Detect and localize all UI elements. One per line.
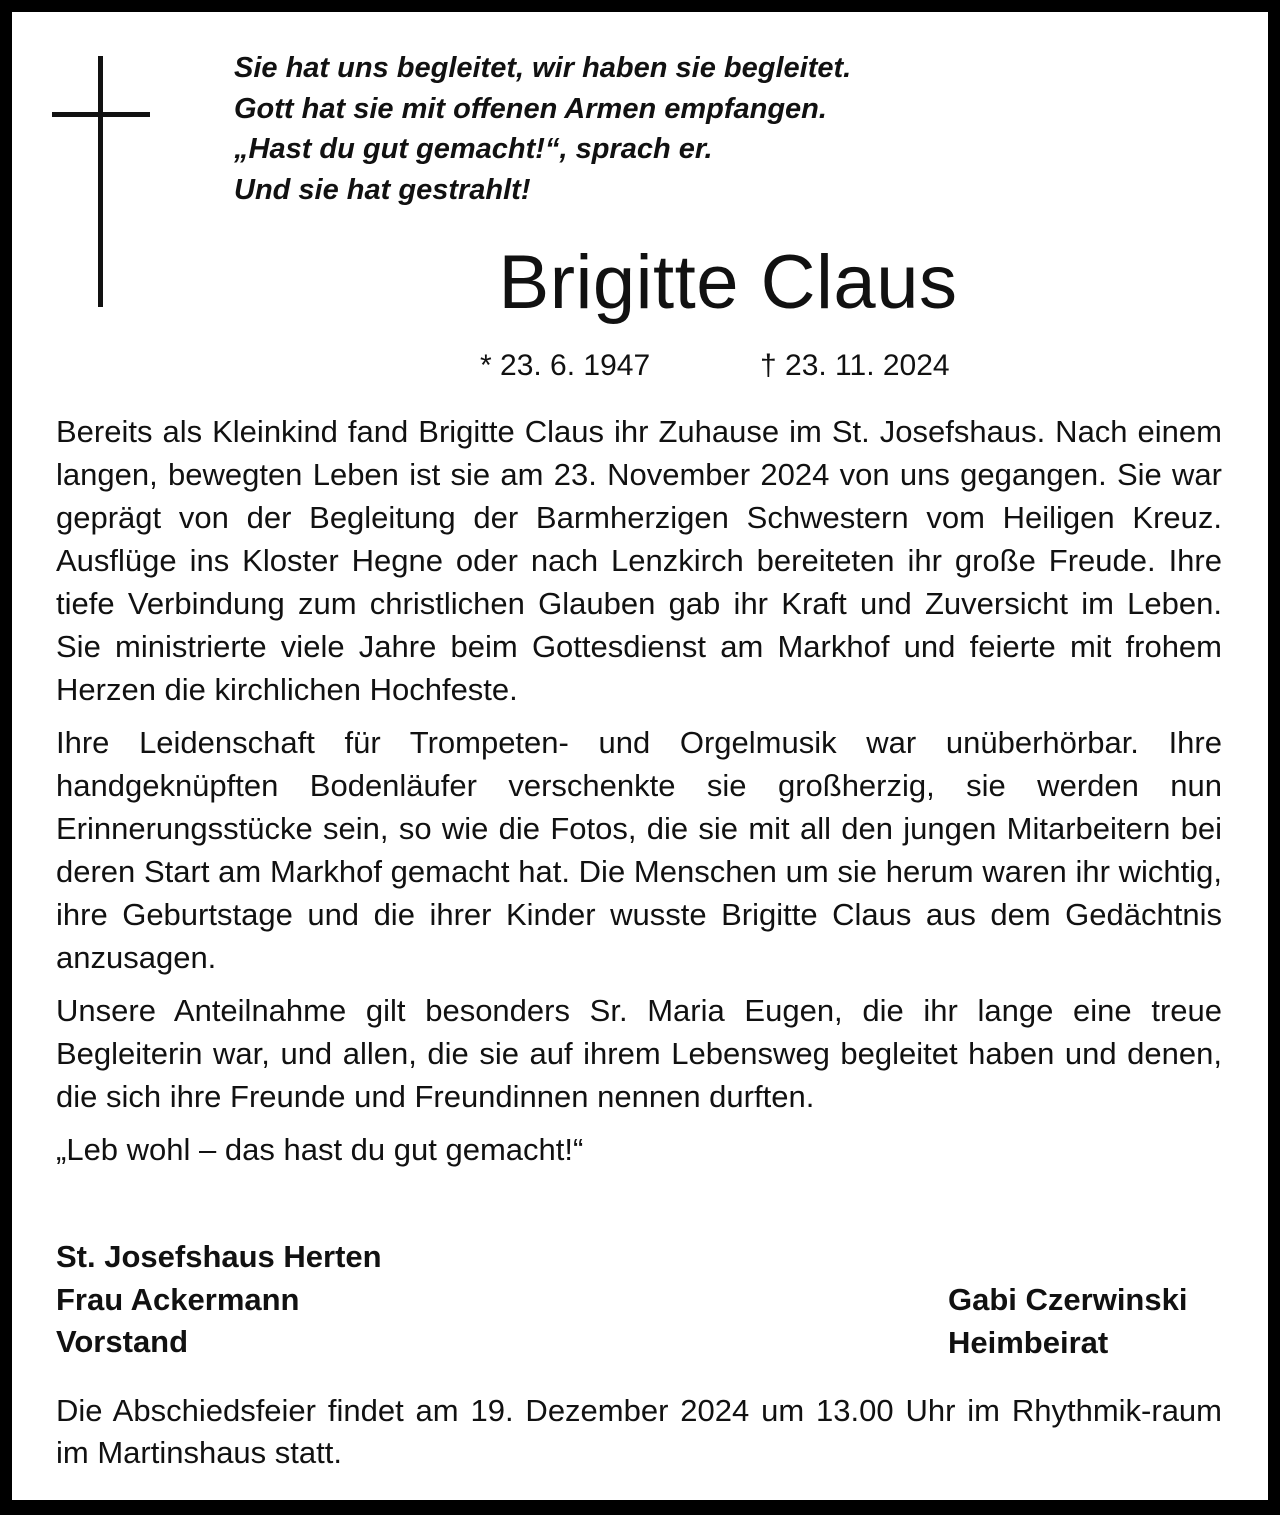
farewell-quote: „Leb wohl – das hast du gut gemacht!“ [56, 1132, 584, 1167]
ceremony-notice: Die Abschiedsfeier findet am 19. Dezember 2024 um 13.00 Uhr im Rhythmik-raum im Martinshaus statt. [56, 1393, 1222, 1470]
paragraph: Bereits als Kleinkind fand Brigitte Claus ihr Zuhause im St. Josefshaus. Nach einem langen, bewegten Leben ist sie am 23. November 2024 von uns gegangen. Sie war geprägt von der Begleitung der Barmherzigen Schwestern vom Heiligen Kreuz. Ausflüge ins Kloster Hegne oder nach Lenzkirch bereiteten ihr große Freude. Ihre tiefe Verbindung zum christlichen Glauben gab ihr Kraft und Zuversicht im Leben. Sie ministrierte viele Jahre beim Gottesdienst am Markhof und feierte mit frohem Herzen die kirchlichen Hochfeste. [56, 414, 1222, 707]
verse-line: „Hast du gut gemacht!“, sprach er. [234, 133, 713, 165]
paragraph: Ihre Leidenschaft für Trompeten- und Orgelmusik war unüberhörbar. Ihre handgeknüpften Bodenläufer verschenkte sie großherzig, sie werden nun Erinnerungsstücke sein, so wie die Fotos, die sie mit all den jungen Mitarbeitern bei deren Start am Markhof gemacht hat. Die Menschen um sie herum waren ihr wichtig, ihre Geburtstage und die ihrer Kinder wusste Brigitte Claus aus dem Gedächtnis anzusagen. [56, 725, 1222, 975]
birth-date: * 23. 6. 1947 [480, 349, 651, 382]
signature-line: St. Josefshaus Herten [56, 1239, 382, 1274]
cross-horizontal-bar [52, 112, 150, 117]
verse-line: Sie hat uns begleitet, wir haben sie begleitet. [234, 52, 852, 84]
verse-line: Und sie hat gestrahlt! [234, 173, 531, 206]
signature-left [56, 1236, 382, 1364]
signature-line: Heimbeirat [948, 1324, 1109, 1360]
obituary-card [12, 12, 1268, 1500]
signature-line: Frau Ackermann [56, 1281, 300, 1317]
signature-line: Vorstand [56, 1324, 189, 1359]
obituary-text [56, 410, 1222, 1171]
verse-line: Gott hat sie mit offenen Armen empfangen. [234, 92, 827, 125]
paragraph: Unsere Anteilnahme gilt besonders Sr. Maria Eugen, die ihr lange eine treue Begleiterin war, und allen, die sie auf ihrem Lebensweg begleitet haben und denen, die sich ihre Freunde und Freundinnen nennen durften. [56, 993, 1222, 1114]
death-date: † 23. 11. 2024 [760, 349, 950, 382]
deceased-name: Brigitte Claus [498, 240, 958, 325]
verse [234, 48, 851, 210]
signature-right [948, 1279, 1187, 1364]
signature-line: Gabi Czerwinski [948, 1282, 1188, 1317]
